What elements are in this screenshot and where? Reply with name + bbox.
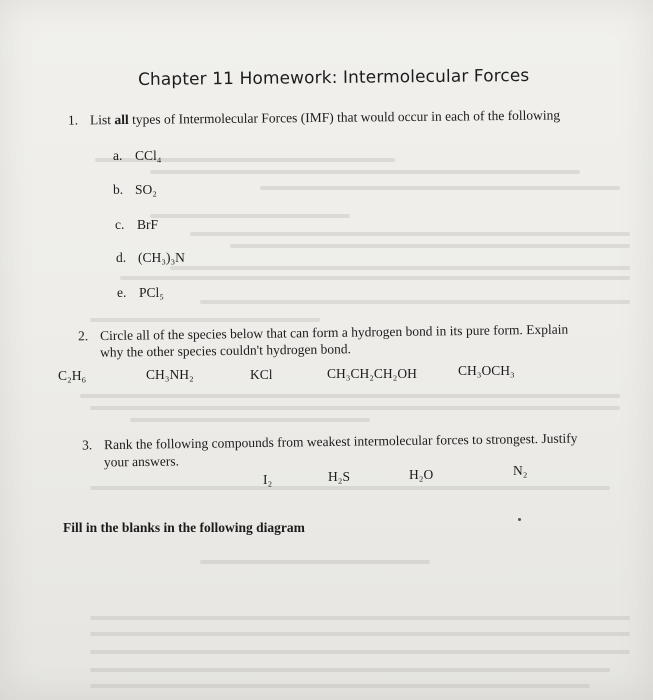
question-2-line2: why the other species couldn't hydrogen bond. bbox=[99, 341, 352, 360]
question-1c bbox=[115, 217, 158, 233]
species-ch3nh2: CH₃NH₂ bbox=[146, 367, 194, 382]
question-1-number: 1. bbox=[67, 112, 79, 128]
question-3 bbox=[82, 431, 578, 454]
species-i2: I₂ bbox=[263, 472, 273, 487]
ink-dot bbox=[518, 518, 521, 521]
question-1-text-bold: all bbox=[114, 111, 129, 128]
question-3-line1: Rank the following compounds from weakest intermolecular forces to strongest. Justify bbox=[103, 430, 578, 453]
item-formula: BrF bbox=[137, 217, 159, 232]
fill-blanks-heading: Fill in the blanks in the following diagram bbox=[63, 520, 305, 535]
question-1e bbox=[117, 285, 164, 301]
item-letter: a. bbox=[113, 148, 123, 163]
species-h2s: H₂S bbox=[328, 469, 350, 484]
question-1-text-after: types of Intermolecular Forces (IMF) that would occur in each of the following bbox=[128, 107, 561, 127]
item-letter: e. bbox=[117, 285, 127, 300]
item-formula: SO₂ bbox=[135, 182, 157, 197]
question-1a bbox=[113, 148, 161, 164]
question-2-line1: Circle all of the species below that can form a hydrogen bond in its pure form. Explain bbox=[99, 321, 569, 344]
item-formula: (CH₃)₃N bbox=[138, 250, 185, 265]
question-3-number: 3. bbox=[81, 437, 93, 453]
question-1d bbox=[116, 250, 185, 266]
species-kcl: KCl bbox=[250, 367, 273, 382]
species-c2h6: C₂H₆ bbox=[58, 368, 87, 383]
item-formula: PCl₅ bbox=[139, 285, 164, 300]
species-dimethyl-ether: CH₃OCH₃ bbox=[458, 363, 515, 378]
page-title: Chapter 11 Homework: Intermolecular Forces bbox=[137, 65, 530, 91]
species-h2o: H₂O bbox=[409, 467, 434, 482]
question-2-number: 2. bbox=[77, 328, 89, 344]
item-letter: d. bbox=[116, 250, 127, 265]
question-1b bbox=[113, 182, 157, 198]
question-3-line2: your answers. bbox=[103, 453, 180, 470]
question-1 bbox=[68, 107, 560, 128]
question-1-text-before: List bbox=[89, 112, 115, 128]
item-formula: CCl₄ bbox=[135, 148, 162, 163]
species-propanol: CH₃CH₂CH₂OH bbox=[327, 366, 417, 381]
species-n2: N₂ bbox=[513, 463, 528, 478]
item-letter: b. bbox=[113, 182, 124, 197]
item-letter: c. bbox=[115, 217, 125, 232]
